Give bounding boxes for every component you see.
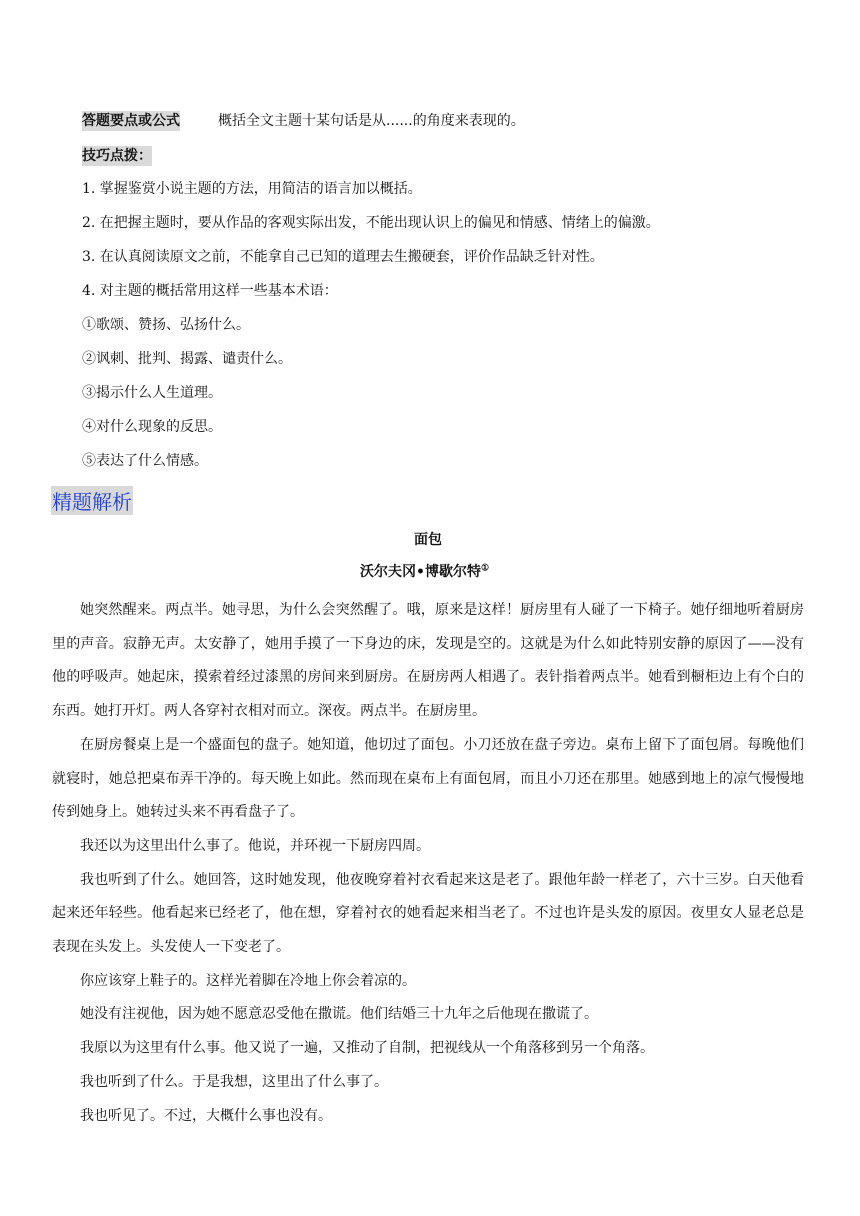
author-name: 沃尔夫冈•博歇尔特 [360,564,481,580]
story-title: 面包 [414,532,442,548]
term-item-4: ④对什么现象的反思。 [82,419,222,435]
skills-label: 技巧点拨： [82,148,152,164]
story-paragraph-6: 她没有注视他，因为她不愿意忍受他在撒谎。他们结婚三十九年之后他现在撒谎了。 [80,1006,598,1023]
tip-item-3: 3. 在认真阅读原文之前，不能拿自己已知的道理去生搬硬套，评价作品缺乏针对性。 [82,249,604,265]
formula-label: 答题要点或公式 [82,113,180,129]
section-title: 精题解析 [51,486,133,515]
story-paragraph-3: 我还以为这里出什么事了。他说，并环视一下厨房四周。 [80,837,430,854]
story-body [52,594,804,1133]
story-paragraph-5: 你应该穿上鞋子的。这样光着脚在冷地上你会着凉的。 [80,972,416,989]
story-paragraph-2: 在厨房餐桌上是一个盛面包的盘子。她知道，他切过了面包。小刀还放在盘子旁边。桌布上留下了面包屑。每晚他们就寝时，她总把桌布弄干净的。每天晚上如此。然而现在桌布上有面包屑，而且小刀还在那里。她感到地上的凉气慢慢地传到她身上。她转过头来不再看盘子了。 [52,736,804,821]
tip-item-1: 1. 掌握鉴赏小说主题的方法，用简洁的语言加以概括。 [82,181,422,197]
story-paragraph-7: 我原以为这里有什么事。他又说了一遍，又推动了自制，把视线从一个角落移到另一个角落。 [80,1040,654,1057]
story-paragraph-9: 我也听见了。不过，大概什么事也没有。 [80,1107,332,1124]
term-item-2: ②讽刺、批判、揭露、谴责什么。 [82,351,292,367]
author-footnote-mark: ① [480,563,490,574]
term-item-1: ①歌颂、赞扬、弘扬什么。 [82,317,250,333]
term-item-5: ⑤表达了什么情感。 [82,453,208,469]
formula-text: 概括全文主题十某句话是从......的角度来表现的。 [218,113,525,129]
tip-item-2: 2. 在把握主题时，要从作品的客观实际出发，不能出现认识上的偏见和情感、情绪上的偏激。 [82,215,660,231]
story-paragraph-1: 她突然醒来。两点半。她寻思，为什么会突然醒了。哦，原来是这样！厨房里有人碰了一下椅子。她仔细地听着厨房里的声音。寂静无声。太安静了，她用手摸了一下身边的床，发现是空的。这就是为什么如此特别安静的原因了——没有他的呼吸声。她起床，摸索着经过漆黑的房间来到厨房。在厨房两人相遇了。表针指着两点半。她看到橱柜边上有个白的东西。她打开灯。两人各穿衬衣相对而立。深夜。两点半。在厨房里。 [52,602,804,720]
story-paragraph-8: 我也听到了什么。于是我想，这里出了什么事了。 [80,1073,388,1090]
tip-item-4: 4. 对主题的概括常用这样一些基本术语： [82,283,338,299]
story-paragraph-4: 我也听到了什么。她回答，这时她发现，他夜晚穿着衬衣看起来这是老了。跟他年龄一样老了，六十三岁。白天他看起来还年轻些。他看起来已经老了，他在想，穿着衬衣的她看起来相当老了。不过也许是头发的原因。夜里女人显老总是表现在头发上。头发使人一下变老了。 [52,871,804,956]
term-item-3: ③揭示什么人生道理。 [82,385,222,401]
story-author [360,561,489,581]
